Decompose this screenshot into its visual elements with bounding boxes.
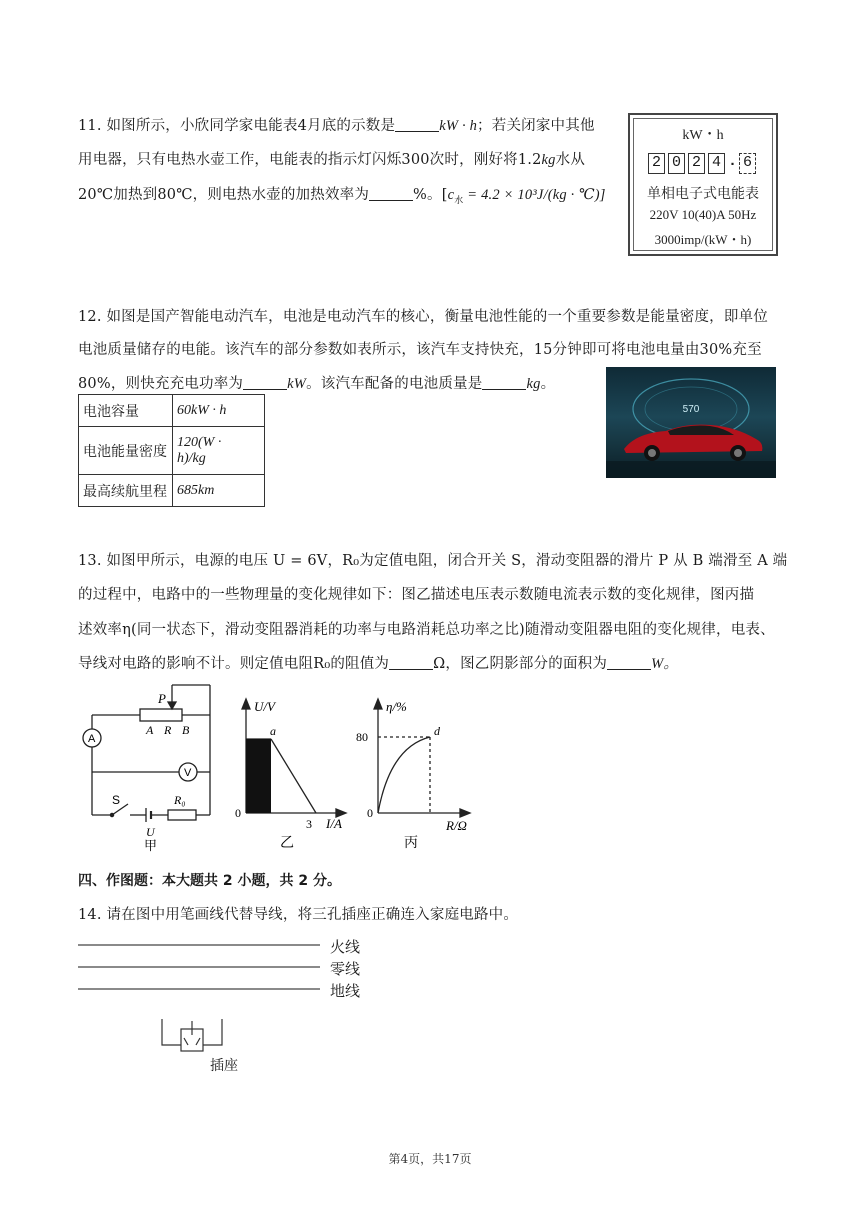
param-value: 60kW · h bbox=[173, 395, 265, 427]
circuit-diagram bbox=[76, 680, 226, 854]
origin-label: 0 bbox=[367, 806, 373, 820]
section-title: 四、作图题：本大题共 2 小题，共 2 分。 bbox=[78, 873, 341, 889]
meter-decimal-point: . bbox=[728, 153, 738, 170]
q12-line1: 12. 如图是国产智能电动汽车，电池是电动汽车的核心，衡量电池性能的一个重要参数是能量密度，即单位 bbox=[78, 309, 768, 325]
meter-digit: 0 bbox=[668, 153, 685, 174]
q13-line4: 导线对电路的影响不计。则定值电阻R₀的阻值为 Ω，图乙阴影部分的面积为 W。 bbox=[78, 656, 679, 672]
car-range-display: 570 bbox=[682, 404, 700, 415]
r0-label: R₀ bbox=[174, 793, 186, 807]
q12-line2: 电池质量储存的电能。该汽车的部分参数如表所示，该汽车支持快充，15分钟即可将电池电量由30%充至 bbox=[78, 342, 762, 358]
x-axis-label: I/A bbox=[326, 816, 342, 831]
answer-blank[interactable] bbox=[607, 656, 651, 670]
ground-wire-label: 地线 bbox=[330, 982, 361, 1000]
slider-label: P bbox=[158, 691, 166, 706]
meter-digits bbox=[648, 153, 756, 174]
x-end-tick: 3 bbox=[306, 817, 312, 831]
answer-blank[interactable] bbox=[243, 376, 287, 390]
shaded-area bbox=[246, 739, 271, 813]
table-row bbox=[79, 475, 265, 507]
table-row bbox=[79, 427, 265, 475]
answer-blank[interactable] bbox=[395, 118, 439, 132]
voltmeter-label: V bbox=[184, 767, 192, 779]
meter-label: 单相电子式电能表 bbox=[647, 187, 759, 202]
electric-meter-figure bbox=[628, 113, 778, 256]
answer-blank[interactable] bbox=[482, 376, 526, 390]
meter-digit: 4 bbox=[708, 153, 725, 174]
q13-line3: 述效率η(同一状态下，滑动变阻器消耗的功率与电路消耗总功率之比)随滑动变阻器电阻的变化规律，电表、 bbox=[78, 622, 775, 638]
rheostat-end-label: B bbox=[182, 723, 190, 737]
answer-blank[interactable] bbox=[369, 187, 413, 201]
meter-digit: 2 bbox=[648, 153, 665, 174]
q11-line1: 11. 如图所示，小欣同学家电能表4月底的示数是 kW · h；若关闭家中其他 bbox=[78, 118, 595, 134]
y-value-tick: 80 bbox=[356, 730, 368, 744]
source-voltage-label: U bbox=[146, 825, 155, 839]
meter-spec: 220V 10(40)A 50Hz bbox=[649, 207, 757, 222]
three-hole-socket[interactable] bbox=[162, 1019, 222, 1051]
x-axis-label: R/Ω bbox=[446, 818, 467, 833]
point-label: a bbox=[270, 724, 276, 738]
y-axis-label: U/V bbox=[254, 699, 275, 714]
live-wire-label: 火线 bbox=[330, 938, 361, 956]
q11-line2: 用电器，只有电热水壶工作，电能表的指示灯闪烁300次时，刚好将1.2kg水从 bbox=[78, 152, 586, 168]
y-axis-label: η/% bbox=[386, 699, 407, 714]
neutral-wire-label: 零线 bbox=[330, 960, 361, 978]
q12-line3: 80%，则快充充电功率为 kW。该汽车配备的电池质量是 kg。 bbox=[78, 376, 556, 392]
graph-voltage-current bbox=[230, 695, 360, 850]
q11-line3: 20℃加热到80℃，则电热水壶的加热效率为 %。[$c_水 = 4.2 \times 10^3J/(kg$ · ℃)] bbox=[78, 187, 606, 206]
figure-caption: 甲 bbox=[144, 839, 158, 854]
meter-digit: 6 bbox=[739, 153, 756, 174]
switch-label: S bbox=[112, 793, 121, 807]
graph-efficiency-resistance bbox=[356, 695, 492, 851]
meter-imp-spec: 3000imp/(kW・h) bbox=[654, 232, 752, 247]
table-row bbox=[79, 395, 265, 427]
electric-car-photo bbox=[606, 367, 776, 478]
answer-blank[interactable] bbox=[389, 656, 433, 670]
meter-unit: kW・h bbox=[682, 128, 724, 143]
param-name: 电池能量密度 bbox=[79, 427, 173, 475]
param-name: 电池容量 bbox=[79, 395, 173, 427]
ammeter-label: A bbox=[88, 733, 96, 745]
q13-line2: 的过程中，电路中的一些物理量的变化规律如下：图乙描述电压表示数随电流表示数的变化规律，图丙描 bbox=[78, 587, 755, 603]
figure-caption: 乙 bbox=[280, 835, 294, 851]
q14-text: 14. 请在图中用笔画线代替导线，将三孔插座正确连入家庭电路中。 bbox=[78, 907, 519, 923]
page-footer: 第4页，共17页 bbox=[388, 1152, 472, 1166]
socket-label: 插座 bbox=[210, 1058, 238, 1074]
q13-line1: 13. 如图甲所示，电源的电压 U = 6V，R₀为定值电阻，闭合开关 S，滑动变阻器的滑片 P 从 B 端滑至 A 端 bbox=[78, 553, 788, 569]
figure-caption: 丙 bbox=[404, 835, 418, 851]
battery-params-table bbox=[78, 394, 265, 507]
param-value: 685km bbox=[173, 475, 265, 507]
point-label: d bbox=[434, 724, 440, 738]
rheostat-label: R bbox=[164, 723, 172, 737]
wiring-diagram[interactable] bbox=[76, 935, 326, 1075]
param-value: 120(W · h)/kg bbox=[173, 427, 265, 475]
meter-digit: 2 bbox=[688, 153, 705, 174]
rheostat-end-label: A bbox=[146, 723, 154, 737]
origin-label: 0 bbox=[235, 806, 241, 820]
param-name: 最高续航里程 bbox=[79, 475, 173, 507]
